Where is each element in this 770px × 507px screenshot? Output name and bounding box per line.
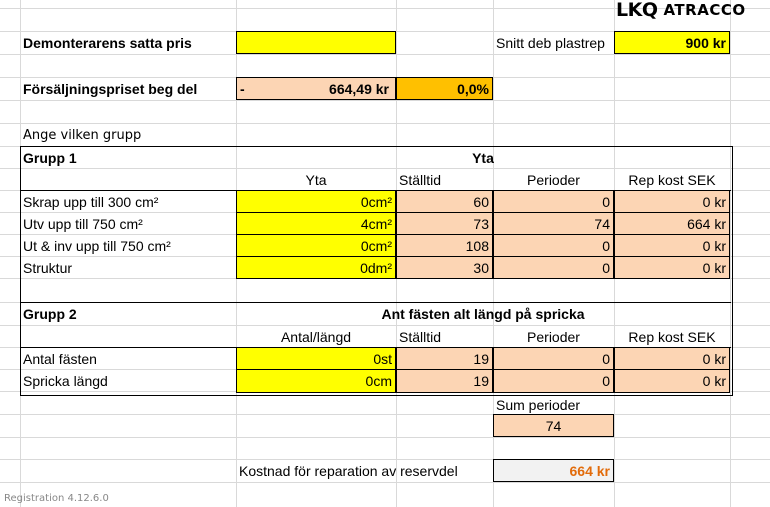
group1-title: Grupp 1	[23, 149, 77, 166]
group2-row-label: Antal fästen	[23, 351, 97, 367]
group1-row-label: Utv upp till 750 cm²	[23, 216, 143, 232]
group2-row-input[interactable]: 0st	[236, 347, 396, 370]
logo-atracco: ATRACCO	[663, 1, 746, 19]
group1-row-input[interactable]: 0dm²	[236, 256, 396, 279]
registration-version: Registration 4.12.6.0	[4, 493, 109, 504]
group1-row-periods: 74	[493, 212, 614, 235]
sale-price-percent: 0,0%	[396, 77, 493, 100]
group1-row-label: Skrap upp till 300 cm²	[23, 194, 159, 210]
group1-row-setup-time: 108	[396, 234, 493, 257]
group1-row-cost: 0 kr	[614, 234, 730, 257]
logo-lkq: LKQ	[616, 0, 658, 21]
group2-row-input[interactable]: 0cm	[236, 369, 396, 393]
group1-row-periods: 0	[493, 256, 614, 279]
group2-col-count-length: Antal/längd	[280, 328, 352, 345]
group2-row-label: Spricka längd	[23, 373, 108, 389]
instruction-select-group: Ange vilken grupp	[23, 127, 142, 143]
sale-price-cell	[236, 77, 396, 100]
dismantler-price-input[interactable]	[236, 31, 396, 54]
group1-row-periods: 0	[493, 234, 614, 257]
group1-col-setup-time: Ställtid	[399, 171, 442, 188]
group2-title: Grupp 2	[23, 306, 77, 322]
group1-row-input[interactable]: 0cm²	[236, 190, 396, 213]
group2-col-repair-cost: Rep kost SEK	[628, 328, 716, 345]
group1-row-cost: 0 kr	[614, 256, 730, 279]
group2-col-setup-time: Ställtid	[399, 328, 442, 345]
group1-row-label: Struktur	[23, 260, 73, 276]
group2-row-periods: 0	[493, 369, 614, 393]
group1-row-input[interactable]: 4cm²	[236, 212, 396, 235]
repair-cost-value: 664 kr	[493, 459, 614, 482]
sum-periods-value: 74	[493, 414, 614, 437]
group1-row-setup-time: 73	[396, 212, 493, 235]
group1-row-input[interactable]: 0cm²	[236, 234, 396, 257]
group1-section-title: Yta	[472, 149, 494, 166]
group2-row-setup-time: 19	[396, 347, 493, 370]
group2-section-title: Ant fästen alt längd på spricka	[381, 306, 585, 322]
group1-row-cost: 664 kr	[614, 212, 730, 235]
group2-row-periods: 0	[493, 347, 614, 370]
group2-col-periods: Perioder	[527, 328, 580, 345]
group1-row-setup-time: 60	[396, 190, 493, 213]
company-logo	[616, 0, 746, 20]
group2-row-cost: 0 kr	[614, 347, 730, 370]
group2-row-cost: 0 kr	[614, 369, 730, 393]
label-avg-plastic-repair: Snitt deb plastrep	[496, 35, 605, 51]
label-dismantler-price: Demonterarens satta pris	[23, 35, 192, 51]
group1-row-periods: 0	[493, 190, 614, 213]
label-sale-price: Försäljningspriset beg del	[23, 81, 198, 97]
group1-row-setup-time: 30	[396, 256, 493, 279]
group1-row-label: Ut & inv upp till 750 cm²	[23, 238, 171, 254]
group1-col-area: Yta	[305, 171, 327, 188]
group1-col-repair-cost: Rep kost SEK	[628, 171, 716, 188]
group2-row-setup-time: 19	[396, 369, 493, 393]
avg-plastic-repair-value[interactable]: 900 kr	[614, 31, 730, 54]
sale-price-sign: -	[240, 80, 245, 97]
label-sum-periods: Sum perioder	[496, 396, 581, 413]
group1-row-cost: 0 kr	[614, 190, 730, 213]
sale-price-value: 664,49 kr	[329, 80, 389, 97]
group1-col-periods: Perioder	[527, 171, 580, 188]
label-repair-cost: Kostnad för reparation av reservdel	[239, 462, 458, 479]
